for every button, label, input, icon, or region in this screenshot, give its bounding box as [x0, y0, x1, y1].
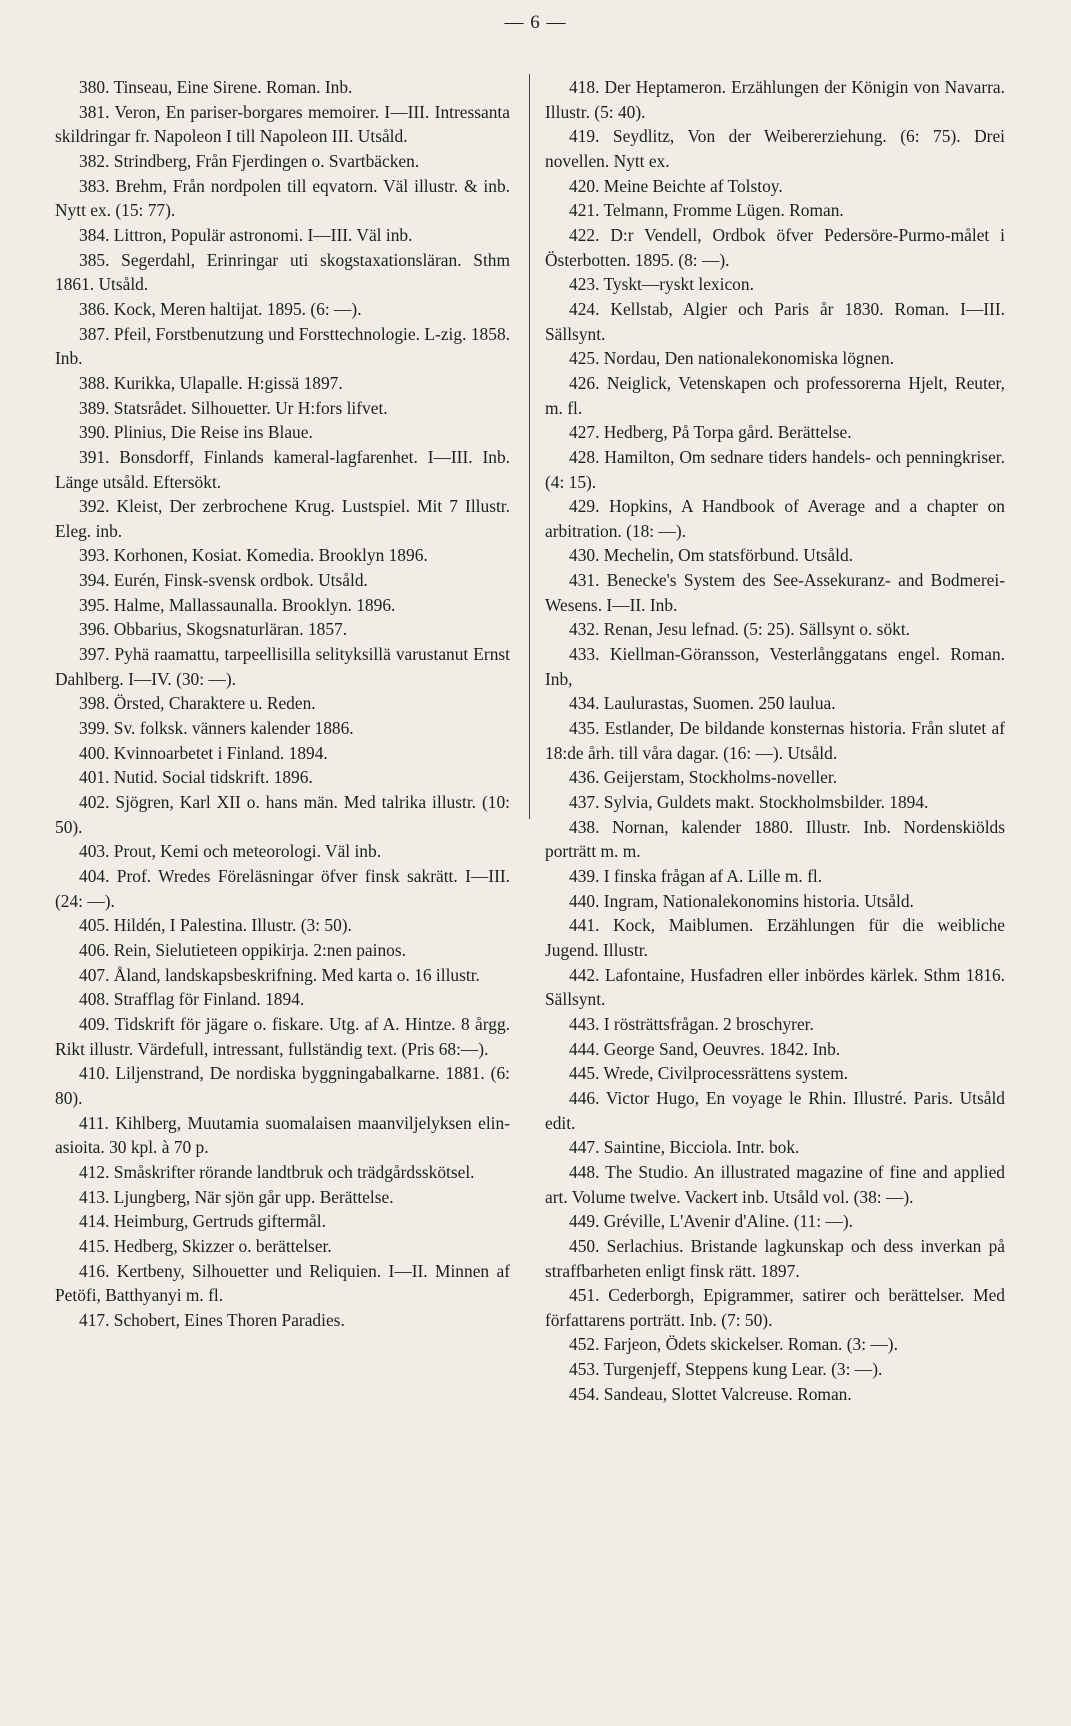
catalog-entry: 433. Kiellman-Göransson, Vesterlånggatans engel. Roman. Inb, [545, 644, 1005, 689]
catalog-entry: 430. Mechelin, Om statsförbund. Utsåld. [569, 545, 854, 566]
catalog-entry: 423. Tyskt—ryskt lexicon. [569, 274, 754, 295]
catalog-entry: 382. Strindberg, Från Fjerdingen o. Svartbäcken. [79, 150, 420, 171]
catalog-entry: 443. I rösträttsfrågan. 2 broschyrer. [569, 1013, 814, 1034]
catalog-entry: 404. Prof. Wredes Föreläsningar öfver finsk sakrätt. I—III. (24: —). [55, 866, 510, 911]
catalog-entry: 395. Halme, Mallassaunalla. Brooklyn. 1896. [79, 594, 396, 615]
catalog-entry: 407. Åland, landskapsbeskrifning. Med karta o. 16 illustr. [79, 964, 480, 985]
catalog-entry: 444. George Sand, Oeuvres. 1842. Inb. [569, 1038, 841, 1059]
catalog-entry: 429. Hopkins, A Handbook of Average and a chapter on arbitration. (18: —). [545, 496, 1005, 541]
catalog-entry: 384. Littron, Populär astronomi. I—III. Väl inb. [79, 224, 413, 245]
catalog-entry: 398. Örsted, Charaktere u. Reden. [79, 693, 316, 714]
catalog-entry: 411. Kihlberg, Muutamia suomalaisen maanviljelyksen elin-asioita. 30 kpl. à 70 p. [55, 1112, 510, 1158]
catalog-entry: 389. Statsrådet. Silhouetter. Ur H:fors lifvet. [79, 397, 388, 418]
catalog-entry: 452. Farjeon, Ödets skickelser. Roman. (3: —). [569, 1334, 898, 1355]
page-number: — 6 — [504, 12, 567, 33]
catalog-entry: 441. Kock, Maiblumen. Erzählungen für die weibliche Jugend. Illustr. [545, 915, 1005, 960]
catalog-entry: 434. Laulurastas, Suomen. 250 laulua. [569, 693, 836, 714]
catalog-entry: 402. Sjögren, Karl XII o. hans män. Med talrika illustr. (10: 50). [55, 792, 510, 837]
catalog-entry: 436. Geijerstam, Stockholms-noveller. [569, 767, 838, 788]
column-divider [529, 74, 530, 819]
catalog-entry: 418. Der Heptameron. Erzählungen der Königin von Navarra. Illustr. (5: 40). [545, 77, 1005, 122]
catalog-entry: 387. Pfeil, Forstbenutzung und Forsttechnologie. L-zig. 1858. Inb. [55, 323, 510, 369]
catalog-entry: 385. Segerdahl, Erinringar uti skogstaxationsläran. Sthm 1861. Utsåld. [55, 249, 510, 295]
catalog-entry: 448. The Studio. An illustrated magazine of fine and applied art. Volume twelve. Vackert inb. Utsåld vol. (38: —). [545, 1161, 1005, 1207]
catalog-entry: 449. Gréville, L'Avenir d'Aline. (11: —). [569, 1211, 853, 1232]
right-column [545, 75, 1005, 1406]
catalog-entry: 383. Brehm, Från nordpolen till eqvatorn. Väl illustr. & inb. Nytt ex. (15: 77). [55, 175, 510, 221]
catalog-entry: 425. Nordau, Den nationalekonomiska lögnen. [569, 348, 895, 369]
catalog-entry: 435. Estlander, De bildande konsternas historia. Från slutet af 18:de årh. till våra dagar. (16: —). Utsåld. [545, 718, 1005, 763]
catalog-entry: 396. Obbarius, Skogsnaturläran. 1857. [79, 619, 348, 640]
catalog-entry: 453. Turgenjeff, Steppens kung Lear. (3: —). [569, 1359, 883, 1380]
catalog-entry: 406. Rein, Sielutieteen oppikirja. 2:nen painos. [79, 939, 406, 960]
catalog-entry: 440. Ingram, Nationalekonomins historia. Utsåld. [569, 890, 914, 911]
catalog-entry: 415. Hedberg, Skizzer o. berättelser. [79, 1235, 332, 1256]
catalog-entry: 446. Victor Hugo, En voyage le Rhin. Illustré. Paris. Utsåld edit. [545, 1087, 1005, 1133]
catalog-entry: 409. Tidskrift för jägare o. fiskare. Utg. af A. Hintze. 8 årgg. Rikt illustr. Värdefull, intressant, fullständig text. (Pris 68:—). [55, 1013, 510, 1059]
catalog-entry: 424. Kellstab, Algier och Paris år 1830. Roman. I—III. Sällsynt. [545, 298, 1005, 344]
catalog-entry: 431. Benecke's System des See-Assekuranz- and Bodmerei-Wesens. I—II. Inb. [545, 570, 1005, 615]
left-column [55, 75, 510, 1332]
catalog-entry: 394. Eurén, Finsk-svensk ordbok. Utsåld. [79, 570, 368, 591]
catalog-entry: 410. Liljenstrand, De nordiska byggningabalkarne. 1881. (6: 80). [55, 1063, 510, 1108]
catalog-entry: 390. Plinius, Die Reise ins Blaue. [79, 422, 313, 443]
catalog-entry: 413. Ljungberg, När sjön går upp. Berättelse. [79, 1186, 394, 1207]
catalog-entry: 414. Heimburg, Gertruds giftermål. [79, 1211, 326, 1232]
catalog-entry: 427. Hedberg, På Torpa gård. Berättelse. [569, 422, 852, 443]
catalog-entry: 399. Sv. folksk. vänners kalender 1886. [79, 718, 354, 739]
catalog-entry: 388. Kurikka, Ulapalle. H:gissä 1897. [79, 372, 343, 393]
catalog-entry: 454. Sandeau, Slottet Valcreuse. Roman. [569, 1383, 852, 1404]
catalog-entry: 428. Hamilton, Om sednare tiders handels- och penningkriser. (4: 15). [545, 446, 1005, 492]
catalog-entry: 447. Saintine, Bicciola. Intr. bok. [569, 1137, 800, 1158]
catalog-entry: 420. Meine Beichte af Tolstoy. [569, 175, 783, 196]
catalog-entry: 445. Wrede, Civilprocessrättens system. [569, 1063, 849, 1084]
catalog-entry: 386. Kock, Meren haltijat. 1895. (6: —). [79, 298, 362, 319]
catalog-entry: 419. Seydlitz, Von der Weibererziehung. (6: 75). Drei novellen. Nytt ex. [545, 126, 1005, 171]
catalog-entry: 442. Lafontaine, Husfadren eller inbördes kärlek. Sthm 1816. Sällsynt. [545, 964, 1005, 1010]
catalog-entry: 416. Kertbeny, Silhouetter und Reliquien. I—II. Minnen af Petöfi, Batthyanyi m. fl. [55, 1260, 510, 1306]
catalog-entry: 392. Kleist, Der zerbrochene Krug. Lustspiel. Mit 7 Illustr. Eleg. inb. [55, 496, 510, 541]
catalog-entry: 381. Veron, En pariser-borgares memoirer. I—III. Intressanta skildringar fr. Napoleon I till Napoleon III. Utsåld. [55, 101, 510, 147]
catalog-entry: 451. Cederborgh, Epigrammer, satirer och berättelser. Med författarens porträtt. Inb. (7: 50). [545, 1285, 1005, 1330]
catalog-entry: 450. Serlachius. Bristande lagkunskap och dess inverkan på straffbarheten enligt finsk rätt. 1897. [545, 1235, 1005, 1281]
catalog-entry: 408. Strafflag för Finland. 1894. [79, 989, 305, 1010]
catalog-entry: 403. Prout, Kemi och meteorologi. Väl inb. [79, 841, 382, 862]
catalog-entry: 439. I finska frågan af A. Lille m. fl. [569, 866, 823, 886]
catalog-entry: 412. Småskrifter rörande landtbruk och trädgårdsskötsel. [79, 1161, 475, 1182]
catalog-entry: 422. D:r Vendell, Ordbok öfver Pedersöre-Purmo-målet i Österbotten. 1895. (8: —). [545, 224, 1005, 270]
catalog-entry: 401. Nutid. Social tidskrift. 1896. [79, 767, 313, 788]
catalog-entry: 437. Sylvia, Guldets makt. Stockholmsbilder. 1894. [569, 792, 929, 813]
catalog-entry: 438. Nornan, kalender 1880. Illustr. Inb. Nordenskiölds porträtt m. m. [545, 816, 1005, 862]
catalog-entry: 432. Renan, Jesu lefnad. (5: 25). Sällsynt o. sökt. [569, 619, 911, 640]
catalog-entry: 417. Schobert, Eines Thoren Paradies. [79, 1309, 345, 1330]
catalog-entry: 380. Tinseau, Eine Sirene. Roman. Inb. [79, 77, 353, 97]
catalog-entry: 405. Hildén, I Palestina. Illustr. (3: 50). [79, 915, 352, 936]
catalog-entry: 426. Neiglick, Vetenskapen och professorerna Hjelt, Reuter, m. fl. [545, 372, 1005, 418]
catalog-entry: 393. Korhonen, Kosiat. Komedia. Brooklyn 1896. [79, 545, 428, 566]
catalog-entry: 400. Kvinnoarbetet i Finland. 1894. [79, 742, 328, 763]
catalog-entry: 397. Pyhä raamattu, tarpeellisilla selityksillä varustanut Ernst Dahlberg. I—IV. (30: —). [55, 644, 510, 689]
catalog-entry: 421. Telmann, Fromme Lügen. Roman. [569, 200, 844, 221]
catalog-entry: 391. Bonsdorff, Finlands kameral-lagfarenhet. I—III. Inb. Länge utsåld. Eftersökt. [55, 446, 510, 492]
